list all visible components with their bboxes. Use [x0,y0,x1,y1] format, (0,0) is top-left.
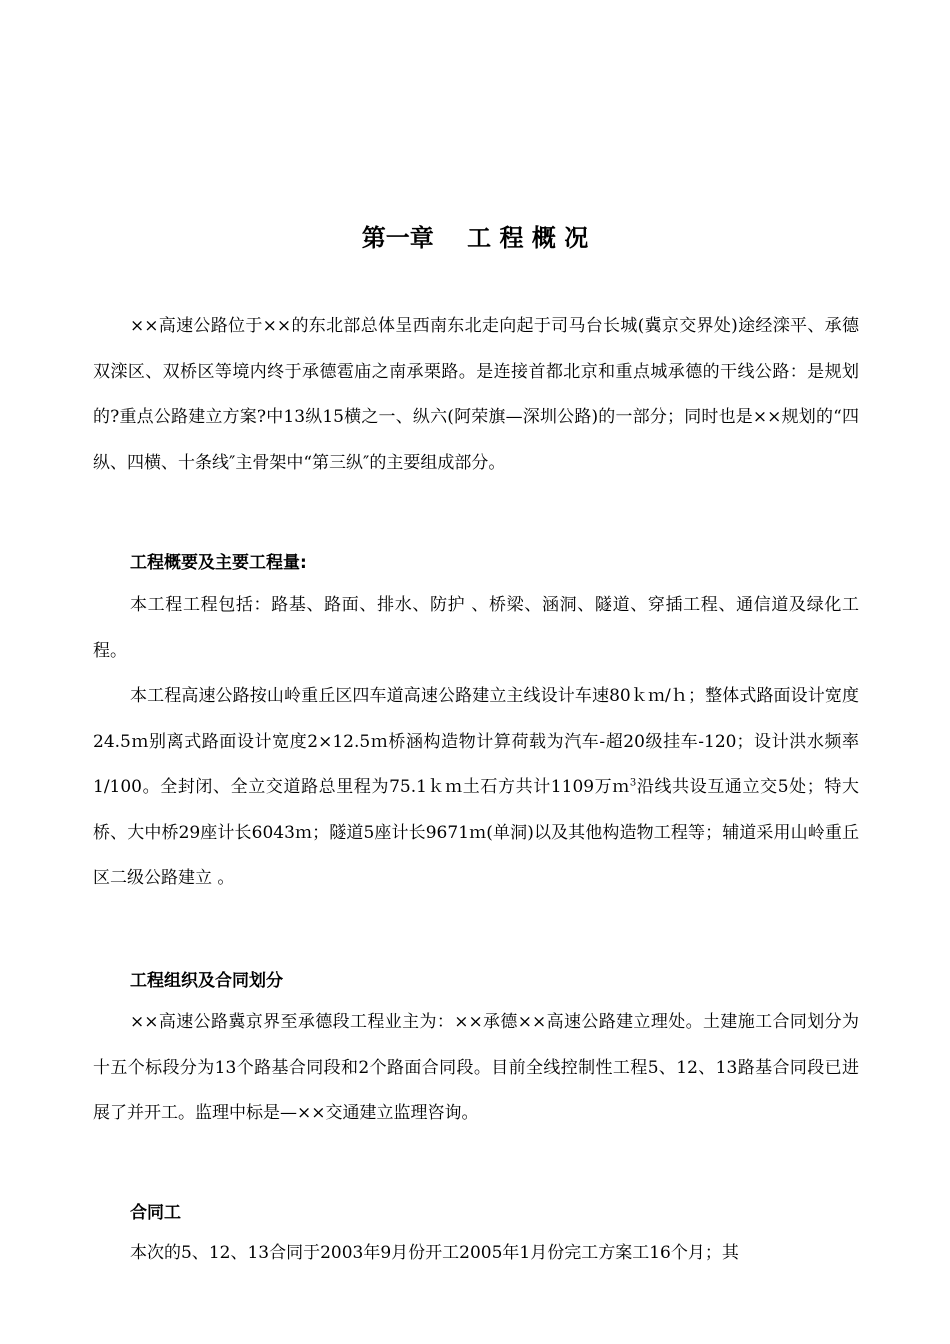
section-heading-overview: 工程概要及主要工程量: [130,553,307,573]
quantities-paragraph [93,674,859,902]
intro-paragraph: ××高速公路位于××的东北部总体呈西南东北走向起于司马台长城(冀京交界处)途经滦平、承德双滦区、双桥区等境内终于承德雹庙之南承栗路。是连接首都北京和重点城承德的干线公路：是规划的?重点公路建立方案?中13纵15横之一、纵六(阿荣旗—深圳公路)的一部分；同时也是××规划的“四纵、四横、十条线″主骨架中“第三纵″的主要组成部分。 [93,316,859,473]
quantities-text-part2: 沿线共设互通立交5处；特大桥、大中桥29座计长6043ｍ；隧道5座计长9671ｍ(单洞)以及其他构造物工程等；辅道采用山岭重丘区二级公路建立 。 [93,777,859,888]
chapter-title: 第一章 工 程 概 况 [361,224,589,252]
contract-paragraph: 本次的5、12、13合同于2003年9月份开工2005年1月份完工方案工16个月；其 [130,1243,739,1263]
quantities-text-part1: 本工程高速公路按山岭重丘区四车道高速公路建立主线设计车速80ｋｍ/ｈ；整体式路面设计宽度24.5ｍ别离式路面设计宽度2×12.5ｍ桥涵构造物计算荷载为汽车-超20级挂车-120；设计洪水频率1/100。全封闭、全立交道路总里程为75.1ｋｍ土石方共计1109万ｍ [93,686,859,797]
section-heading-contract: 合同工 [130,1203,181,1223]
cubic-superscript: 3 [629,777,637,789]
scope-paragraph: 本工程工程包括：路基、路面、排水、防护 、桥梁、涵洞、隧道、穿插工程、通信道及绿化工程。 [93,595,859,661]
section-heading-organization: 工程组织及合同划分 [130,971,283,991]
organization-paragraph: ××高速公路冀京界至承德段工程业主为：××承德××高速公路建立理处。土建施工合同划分为十五个标段分为13个路基合同段和2个路面合同段。目前全线控制性工程5、12、13路基合同段已进展了并开工。监理中标是—××交通建立监理咨询。 [93,1012,859,1123]
